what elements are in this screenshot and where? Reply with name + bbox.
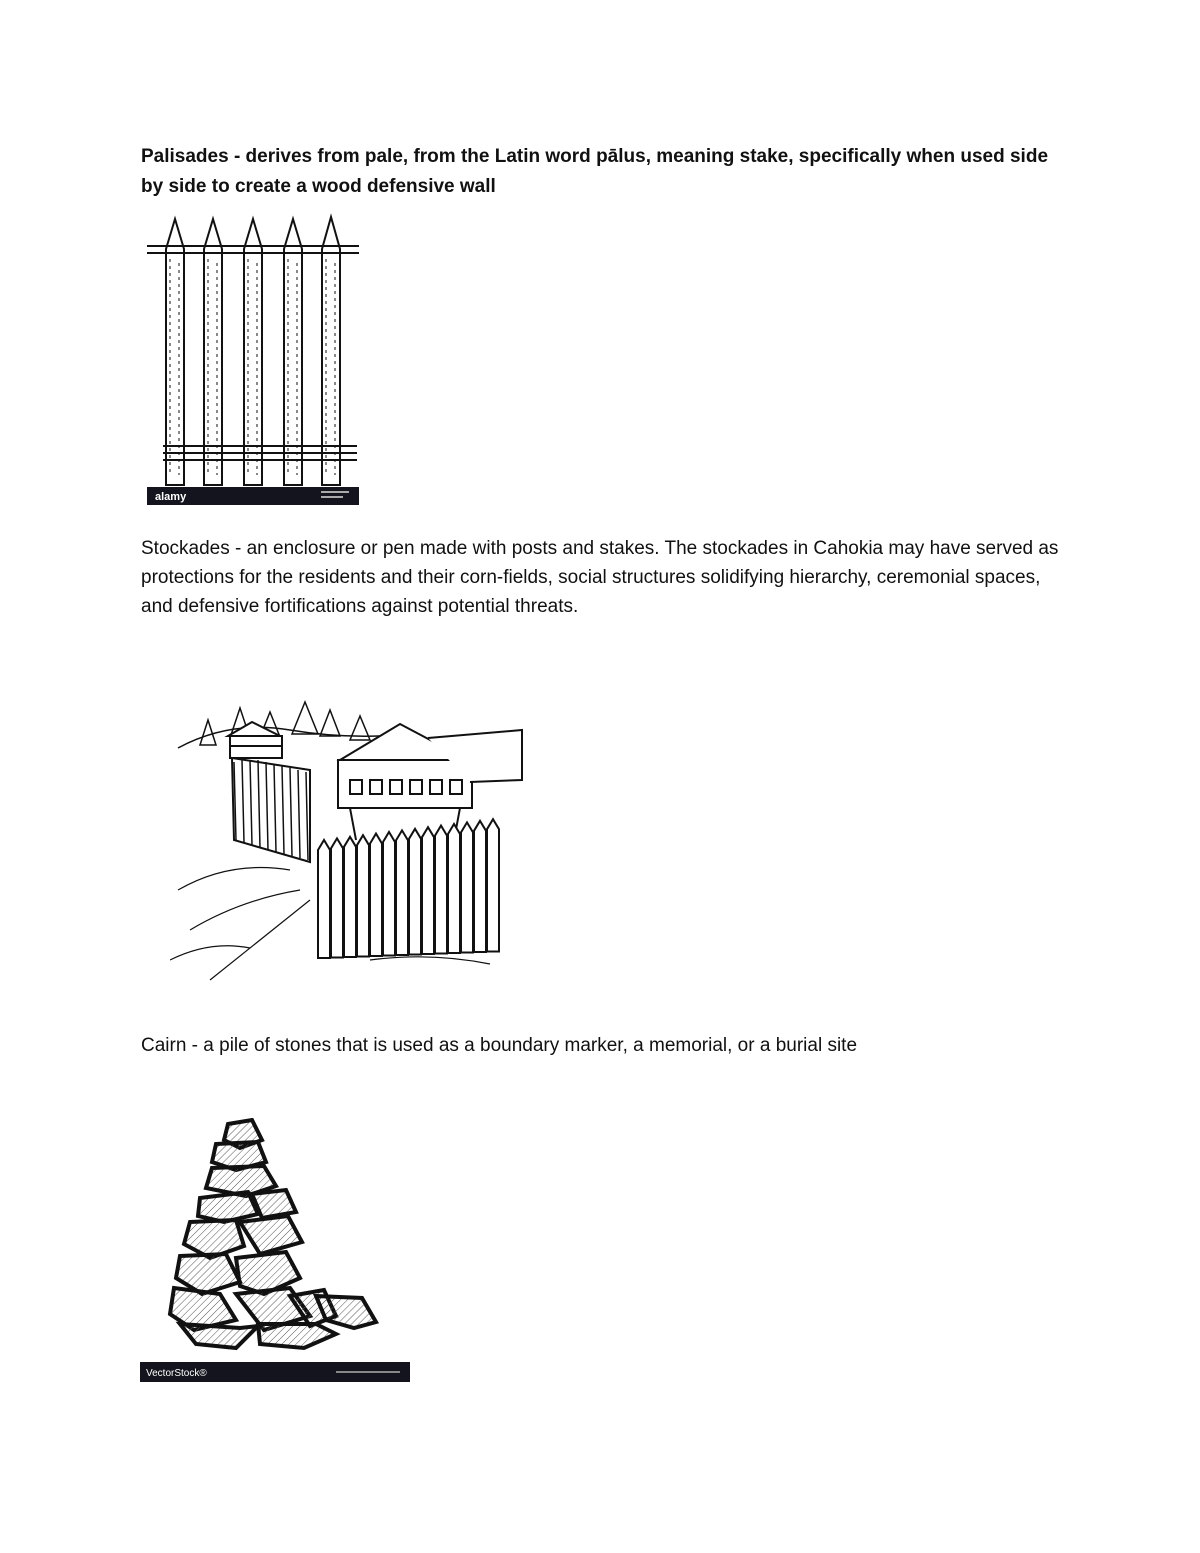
stockade-stake [487, 819, 499, 951]
cairn-text: Cairn - a pile of stones that is used as a boundary marker, a memorial, or a burial site [141, 1035, 858, 1056]
stockade-stake [461, 822, 473, 952]
palisades-heading: Palisades - derives from pale, from the Latin word pālus, meaning stake, specifically when used side by side to create a wood defensive wall [141, 146, 1049, 197]
stockade-stake [357, 835, 369, 956]
stockade-stake [422, 827, 434, 954]
svg-text:alamy: alamy [155, 491, 187, 503]
palisade-image [143, 213, 363, 505]
stockades-text: Stockades - an enclosure or pen made with posts and stakes. The stockades in Cahokia may have served as protections for the residents and their corn-fields, social structures solidifying hierarchy, ceremonial spaces, and defensive fortifications against potential threats. [141, 538, 1059, 617]
stockade-stake [331, 838, 343, 957]
stockade-image [170, 690, 530, 985]
stockade-stake [435, 826, 447, 954]
stockade-stake [448, 824, 460, 953]
svg-text:VectorStock®: VectorStock® [146, 1368, 207, 1379]
stockade-stake [396, 830, 408, 955]
stockade-stake [370, 834, 382, 956]
stockade-stake [409, 829, 421, 955]
stockade-stake [474, 821, 486, 952]
stockade-stake [383, 832, 395, 956]
stockade-stake [318, 840, 330, 958]
cairn-image [140, 1118, 412, 1384]
stockade-stake [344, 837, 356, 957]
